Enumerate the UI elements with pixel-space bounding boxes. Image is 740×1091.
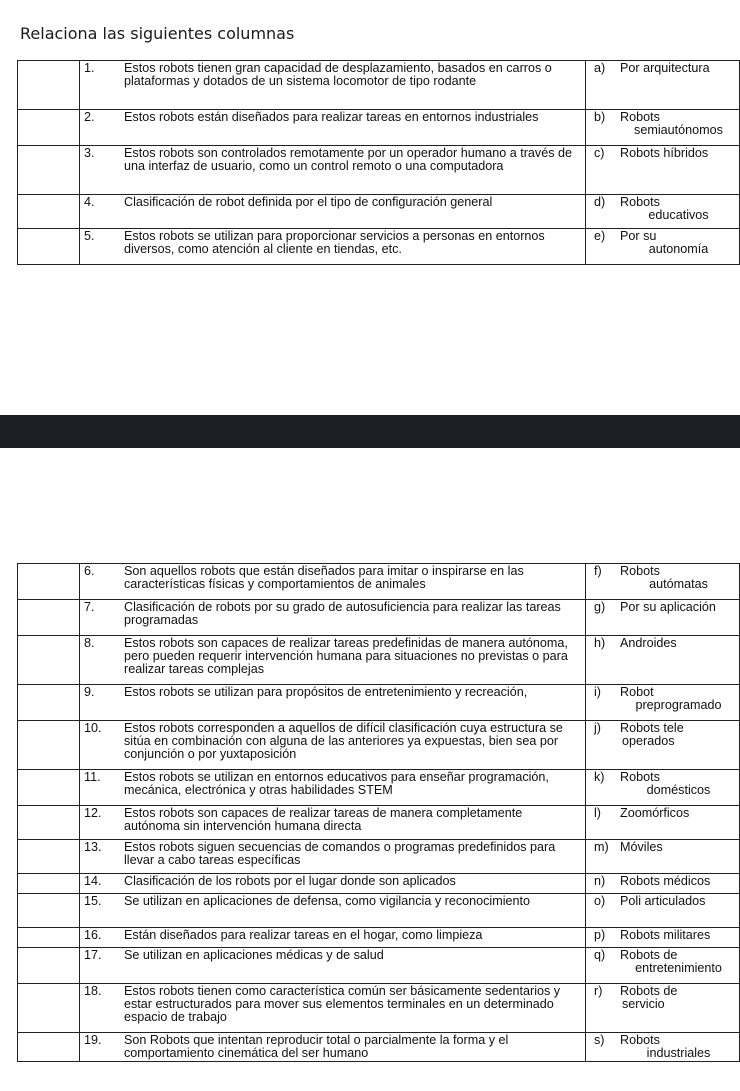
statement-text: Estos robots tienen gran capacidad de desplazamiento, basados en carros o plataformas y dotados de un sistema locomotor de tipo rodante [124, 61, 552, 88]
option-text [620, 62, 737, 75]
statement-number: 11. [84, 770, 101, 784]
statement-number: 14. [84, 874, 102, 888]
statement-number: 3. [84, 146, 95, 160]
option-cell [586, 110, 740, 146]
statement-number: 13. [84, 840, 102, 854]
option-text [620, 565, 737, 591]
statement-number: 12. [84, 806, 102, 820]
statement-cell [80, 770, 586, 806]
option-letter: s) [594, 1033, 605, 1047]
match-row [18, 636, 740, 685]
option-letter: h) [594, 636, 606, 650]
statement-cell [80, 146, 586, 195]
option-letter: f) [594, 564, 602, 578]
statement-text: Estos robots se utilizan para proporcionar servicios a personas en entornos diversos, como atención al cliente en tiendas, etc. [124, 229, 545, 256]
option-cell [586, 229, 740, 265]
option-line-1: Robots [620, 770, 660, 784]
statement-number: 10. [84, 721, 102, 735]
matching-table-2 [17, 563, 740, 1062]
statement-number: 16. [84, 928, 102, 942]
option-letter: a) [594, 61, 606, 75]
option-line-1: Robots médicos [620, 874, 711, 888]
option-cell [586, 1033, 740, 1062]
statement-cell [80, 685, 586, 721]
match-row [18, 840, 740, 874]
option-text [620, 147, 737, 160]
statement-cell [80, 721, 586, 770]
option-text [620, 875, 737, 888]
option-text [620, 895, 737, 908]
option-cell [586, 146, 740, 195]
option-cell [586, 806, 740, 840]
option-letter: j) [594, 721, 601, 735]
option-letter: k) [594, 770, 605, 784]
option-text [620, 111, 737, 137]
statement-text: Estos robots están diseñados para realizar tareas en entornos industriales [124, 110, 539, 124]
statement-cell [80, 874, 586, 894]
option-cell [586, 928, 740, 948]
option-letter: o) [594, 894, 606, 908]
option-letter: d) [594, 195, 606, 209]
match-row [18, 564, 740, 600]
option-text [620, 929, 737, 942]
statement-cell [80, 1033, 586, 1062]
statement-number: 7. [84, 600, 95, 614]
statement-text: Se utilizan en aplicaciones médicas y de salud [124, 948, 384, 962]
option-line-1: Móviles [620, 840, 663, 854]
option-text [620, 196, 737, 222]
statement-number: 17. [84, 948, 102, 962]
statement-text: Estos robots son controlados remotamente por un operador humano a través de una interfaz de usuario, como un control remoto o una computadora [124, 146, 573, 173]
option-line-2: operados [622, 734, 675, 748]
option-line-2: autómatas [649, 577, 708, 591]
option-line-2: educativos [648, 208, 709, 222]
table-1-body [18, 61, 740, 265]
statement-number: 5. [84, 229, 95, 243]
match-row [18, 948, 740, 984]
option-line-2: preprogramado [635, 698, 722, 712]
option-line-1: Robots [620, 564, 660, 578]
answer-cell[interactable] [18, 636, 80, 685]
option-cell [586, 948, 740, 984]
answer-cell[interactable] [18, 195, 80, 229]
option-text [620, 771, 737, 797]
answer-cell[interactable] [18, 984, 80, 1033]
statement-number: 19. [84, 1033, 102, 1047]
option-cell [586, 984, 740, 1033]
statement-text: Clasificación de los robots por el lugar donde son aplicados [124, 874, 456, 888]
option-line-1: Robots de [620, 948, 678, 962]
statement-cell [80, 636, 586, 685]
option-letter: p) [594, 928, 606, 942]
option-letter: n) [594, 874, 606, 888]
option-letter: q) [594, 948, 606, 962]
option-line-2: entretenimiento [635, 961, 722, 975]
statement-number: 18. [84, 984, 102, 998]
answer-cell[interactable] [18, 948, 80, 984]
option-line-1: Robots de [620, 984, 678, 998]
match-row [18, 806, 740, 840]
match-row [18, 721, 740, 770]
statement-text: Estos robots se utilizan para propósitos de entretenimiento y recreación, [124, 685, 528, 699]
statement-text: Clasificación de robots por su grado de autosuficiencia para realizar las tareas programadas [124, 600, 561, 627]
answer-cell[interactable] [18, 1033, 80, 1062]
option-line-1: Zoomórficos [620, 806, 690, 820]
option-line-1: Robot [620, 685, 654, 699]
answer-cell[interactable] [18, 928, 80, 948]
option-cell [586, 894, 740, 928]
statement-text: Estos robots corresponden a aquellos de difícil clasificación cuya estructura se sitúa en combinación con alguna de las anteriores ya expuestas, bien sea por conjunción o por yuxtaposición [124, 721, 563, 761]
option-text [620, 985, 737, 1011]
statement-cell [80, 928, 586, 948]
answer-cell[interactable] [18, 110, 80, 146]
option-letter: g) [594, 600, 606, 614]
option-text [620, 949, 737, 975]
match-row [18, 984, 740, 1033]
separator-band [0, 415, 740, 448]
statement-number: 2. [84, 110, 95, 124]
option-line-1: Por su aplicación [620, 600, 716, 614]
statement-cell [80, 984, 586, 1033]
option-line-1: Robots [620, 110, 660, 124]
option-letter: b) [594, 110, 606, 124]
option-line-2: semiautónomos [634, 123, 723, 137]
option-line-2: domésticos [646, 783, 711, 797]
option-line-2: autonomía [648, 242, 709, 256]
option-cell [586, 195, 740, 229]
answer-cell[interactable] [18, 806, 80, 840]
option-line-2: servicio [622, 997, 665, 1011]
option-cell [586, 564, 740, 600]
statement-cell [80, 894, 586, 928]
answer-cell[interactable] [18, 721, 80, 770]
answer-cell[interactable] [18, 229, 80, 265]
option-text [620, 601, 737, 614]
statement-cell [80, 229, 586, 265]
option-cell [586, 636, 740, 685]
statement-number: 4. [84, 195, 95, 209]
answer-cell[interactable] [18, 874, 80, 894]
match-row [18, 685, 740, 721]
match-row [18, 1033, 740, 1062]
option-cell [586, 685, 740, 721]
statement-cell [80, 806, 586, 840]
option-text [620, 807, 737, 820]
match-row [18, 61, 740, 110]
option-line-1: Poli articulados [620, 894, 706, 908]
page-title: Relaciona las siguientes columnas [20, 24, 295, 43]
option-cell [586, 770, 740, 806]
statement-cell [80, 110, 586, 146]
match-row [18, 874, 740, 894]
option-line-1: Por su [620, 229, 657, 243]
option-letter: e) [594, 229, 606, 243]
option-line-1: Robots tele [620, 721, 684, 735]
statement-text: Estos robots tienen como característica común ser básicamente sedentarios y estar estructurados para mover sus elementos terminales en un determinado espacio de trabajo [124, 984, 561, 1024]
statement-cell [80, 61, 586, 110]
match-row [18, 928, 740, 948]
option-letter: i) [594, 685, 601, 699]
match-row [18, 894, 740, 928]
option-letter: l) [594, 806, 601, 820]
answer-cell[interactable] [18, 840, 80, 874]
option-text [620, 1034, 737, 1060]
statement-number: 6. [84, 564, 95, 578]
answer-cell[interactable] [18, 894, 80, 928]
statement-number: 9. [84, 685, 95, 699]
answer-cell[interactable] [18, 600, 80, 636]
statement-cell [80, 840, 586, 874]
statement-text: Estos robots se utilizan en entornos educativos para enseñar programación, mecánica, electrónica y otras habilidades STEM [124, 770, 549, 797]
option-letter: r) [594, 984, 603, 998]
matching-table-1 [17, 60, 740, 265]
match-row [18, 195, 740, 229]
match-row [18, 229, 740, 265]
statement-text: Estos robots son capaces de realizar tareas predefinidas de manera autónoma, pero pueden requerir intervención humana para situaciones no previstas o para realizar tareas complejas [124, 636, 568, 676]
statement-text: Estos robots siguen secuencias de comandos o programas predefinidos para llevar a cabo tareas específicas [124, 840, 556, 867]
option-text [620, 841, 737, 854]
option-line-1: Por arquitectura [620, 61, 710, 75]
match-row [18, 146, 740, 195]
statement-cell [80, 195, 586, 229]
statement-text: Se utilizan en aplicaciones de defensa, como vigilancia y reconocimiento [124, 894, 531, 908]
option-cell [586, 61, 740, 110]
answer-cell[interactable] [18, 61, 80, 110]
statement-text: Clasificación de robot definida por el tipo de configuración general [124, 195, 493, 209]
option-letter: m) [594, 840, 609, 854]
option-cell [586, 840, 740, 874]
option-text [620, 230, 737, 256]
statement-number: 15. [84, 894, 102, 908]
table-2-body [18, 564, 740, 1062]
match-row [18, 110, 740, 146]
option-line-2: industriales [646, 1046, 711, 1060]
match-row [18, 770, 740, 806]
answer-cell[interactable] [18, 685, 80, 721]
statement-text: Están diseñados para realizar tareas en el hogar, como limpieza [124, 928, 483, 942]
answer-cell[interactable] [18, 770, 80, 806]
match-row [18, 600, 740, 636]
option-cell [586, 721, 740, 770]
option-line-1: Robots militares [620, 928, 711, 942]
option-text [620, 637, 737, 650]
statement-cell [80, 600, 586, 636]
option-text [620, 722, 737, 748]
statement-text: Son aquellos robots que están diseñados para imitar o inspirarse en las características físicas y comportamientos de animales [124, 564, 524, 591]
option-line-1: Robots [620, 195, 660, 209]
option-line-1: Robots híbridos [620, 146, 709, 160]
option-line-1: Androides [620, 636, 677, 650]
statement-number: 1. [84, 61, 95, 75]
answer-cell[interactable] [18, 146, 80, 195]
option-text [620, 686, 737, 712]
statement-number: 8. [84, 636, 95, 650]
statement-cell [80, 948, 586, 984]
statement-text: Son Robots que intentan reproducir total o parcialmente la forma y el comportamiento cinemática del ser humano [124, 1033, 509, 1060]
option-letter: c) [594, 146, 605, 160]
option-line-1: Robots [620, 1033, 660, 1047]
option-cell [586, 874, 740, 894]
option-cell [586, 600, 740, 636]
statement-text: Estos robots son capaces de realizar tareas de manera completamente autónoma sin intervención humana directa [124, 806, 523, 833]
answer-cell[interactable] [18, 564, 80, 600]
statement-cell [80, 564, 586, 600]
